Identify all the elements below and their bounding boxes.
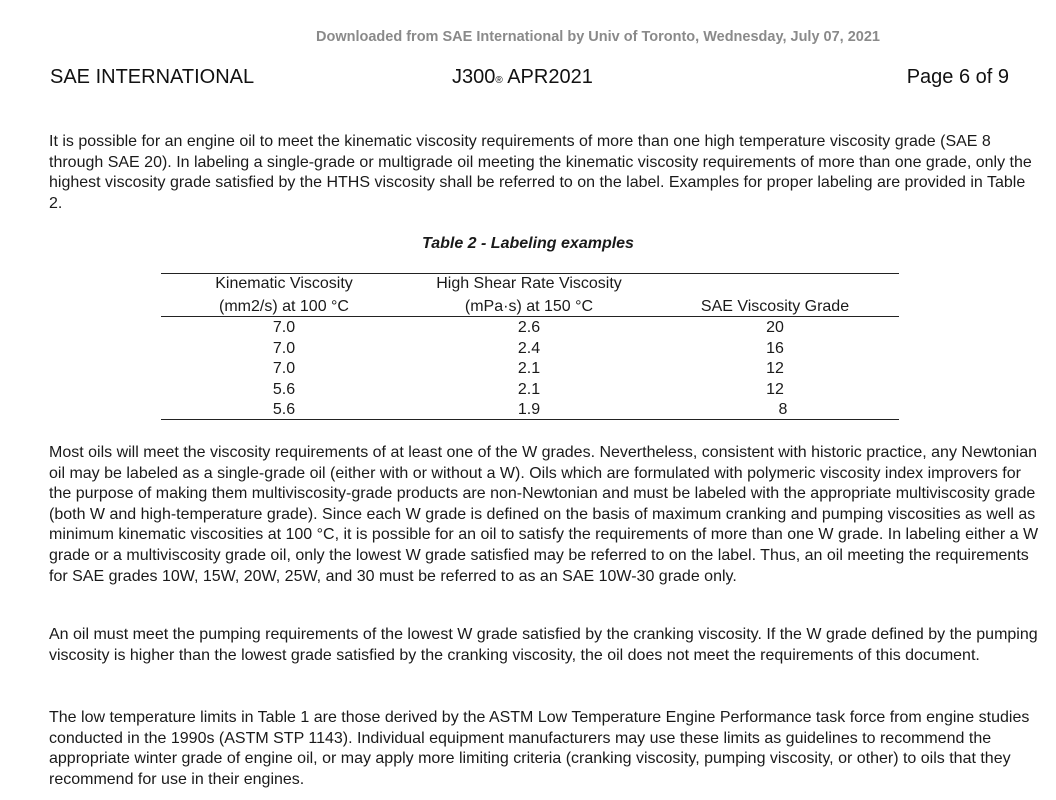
header-doc-id <box>452 66 593 89</box>
download-note: Downloaded from SAE International by Univ of Toronto, Wednesday, July 07, 2021 <box>316 29 880 45</box>
doc-date: APR2021 <box>502 66 593 88</box>
paragraph-low-temperature-limits: The low temperature limits in Table 1 are those derived by the ASTM Low Temperature Engine Performance task force from engine studies conducted in the 1990s (ASTM STP 1143). Individual equipment manufacturers may use these limits as guidelines to recommend the appropriate winter grade of engine oil, or may apply more limiting criteria (cranking viscosity, pumping viscosity, or other) to oils that they recommend for use in their engines. <box>49 709 1030 788</box>
table-title: Table 2 - Labeling examples <box>422 235 634 252</box>
col-header-hths-line2: (mPa·s) at 150 °C <box>464 298 594 315</box>
table-cell: 12 <box>766 360 784 377</box>
table-cell: 7.0 <box>272 360 296 377</box>
table-cell: 8 <box>778 401 788 418</box>
col-header-sae-grade: SAE Viscosity Grade <box>700 298 850 315</box>
table-cell: 5.6 <box>272 380 296 398</box>
table-cell: 2.1 <box>517 360 541 377</box>
paragraph-w-grades: Most oils will meet the viscosity requirements of at least one of the W grades. Nevertheless, consistent with historic practice, any Newtonian oil may be labeled as a single-grade oil (either with or without a W). Oils which are formulated with polymeric viscosity index improvers for the purpose of making them multiviscosity-grade products are non-Newtonian and must be labeled with the appropriate multiviscosity grade (both W and high-temperature grade). Since each W grade is defined on the basis of maximum cranking and pumping viscosities as well as minimum kinematic viscosities at 100 °C, it is possible for an oil to satisfy the requirements of more than one W grade. In labeling either a W grade or a multiviscosity grade oil, only the lowest W grade satisfied may be referred to on the label. Thus, an oil meeting the requirements for SAE grades 10W, 15W, 20W, 25W, and 30 must be referred to as an SAE 10W-30 grade only. <box>49 444 1039 585</box>
table-cell: 16 <box>766 339 784 357</box>
table-cell: 5.6 <box>272 401 296 418</box>
col-header-kinematic-line1: Kinematic Viscosity <box>215 275 353 292</box>
table-cell: 1.9 <box>517 401 541 418</box>
table-cell: 12 <box>766 380 784 398</box>
page-number: Page 6 of 9 <box>906 66 1009 88</box>
header-org: SAE INTERNATIONAL <box>50 66 255 88</box>
table-cell: 2.4 <box>517 339 541 357</box>
table-cell: 20 <box>766 319 784 336</box>
table-cell: 7.0 <box>272 319 296 336</box>
col-header-kinematic-line2: (mm2/s) at 100 °C <box>219 298 349 315</box>
table-cell: 7.0 <box>272 339 296 357</box>
paragraph-pumping-requirements: An oil must meet the pumping requirements of the lowest W grade satisfied by the cranking viscosity. If the W grade defined by the pumping viscosity is higher than the lowest grade satisfied by the cranking viscosity, the oil does not meet the requirements of this document. <box>49 626 1038 664</box>
paragraph-grade-labeling: It is possible for an engine oil to meet the kinematic viscosity requirements of more than one high temperature viscosity grade (SAE 8 through SAE 20). In labeling a single-grade or multigrade oil meeting the kinematic viscosity requirements of more than one grade, only the highest viscosity grade satisfied by the HTHS viscosity shall be referred to on the label. Examples for proper labeling are provided in Table 2. <box>49 133 1032 212</box>
registered-mark: ® <box>495 75 503 86</box>
col-header-hths-line1: High Shear Rate Viscosity <box>436 275 622 292</box>
doc-code: J300 <box>452 66 496 88</box>
table-cell: 2.6 <box>517 319 541 336</box>
table-cell: 2.1 <box>517 380 541 398</box>
